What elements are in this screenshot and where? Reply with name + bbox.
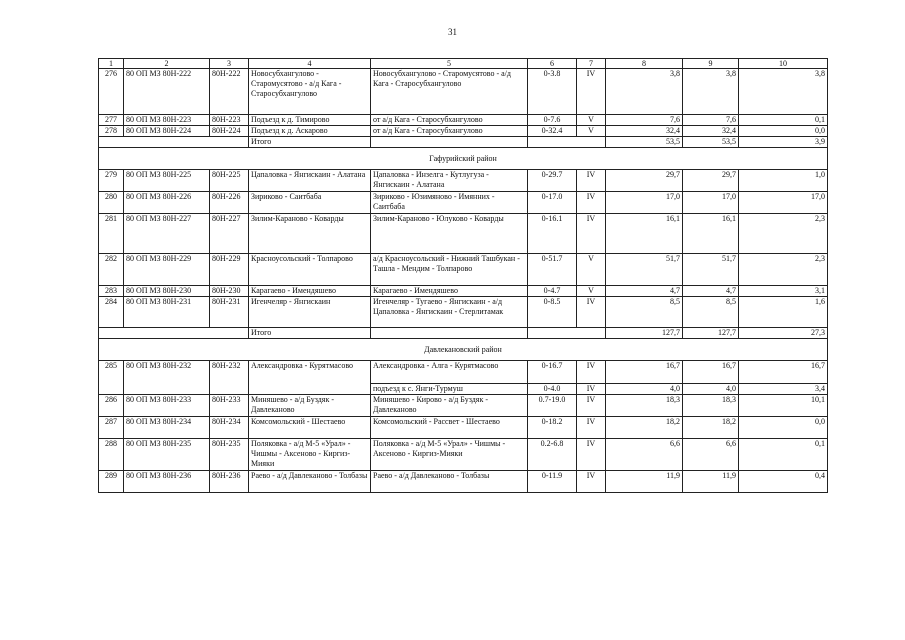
road-id: 80 ОП МЗ 80Н-229 — [124, 254, 210, 286]
route-description — [371, 361, 528, 395]
road-name: Цапаловка - Янгискаин - Алатана — [249, 170, 371, 192]
value-col9: 32,4 — [683, 126, 739, 137]
road-code: 80Н-235 — [210, 439, 249, 471]
value-col9: 8,5 — [683, 297, 739, 328]
header-cell: 1 — [99, 59, 124, 69]
row-number: 285 — [99, 361, 124, 395]
road-category: V — [577, 254, 606, 286]
road-name: Комсомольский - Шестаево — [249, 417, 371, 439]
route-description: Зириково - Юзимяново - Имянних - Саитбаба — [371, 192, 528, 214]
value-col9: 51,7 — [683, 254, 739, 286]
road-category: V — [577, 286, 606, 297]
value-col9: 18,3 — [683, 395, 739, 417]
value-col10: 10,1 — [739, 395, 828, 417]
header-cell: 2 — [124, 59, 210, 69]
route-description: Комсомольский - Рассвет - Шестаево — [371, 417, 528, 439]
page-number: 31 — [448, 27, 457, 37]
value-col10: 2,3 — [739, 254, 828, 286]
header-cell: 6 — [528, 59, 577, 69]
row-number: 288 — [99, 439, 124, 471]
value-col8: 3,8 — [606, 69, 683, 115]
header-row — [99, 59, 828, 69]
road-code: 80Н-222 — [210, 69, 249, 115]
table-row — [99, 254, 828, 286]
road-code: 80Н-231 — [210, 297, 249, 328]
value-col10: 2,3 — [739, 214, 828, 254]
road-code: 80Н-223 — [210, 115, 249, 126]
road-name: Поляковка - а/д М-5 «Урал» - Чишмы - Аксеново - Киргиз-Мияки — [249, 439, 371, 471]
value-col9: 4,7 — [683, 286, 739, 297]
table-row — [99, 395, 828, 417]
empty-cell — [99, 137, 249, 148]
route-description: от а/д Кага - Старосубхангулово — [371, 115, 528, 126]
road-id: 80 ОП МЗ 80Н-230 — [124, 286, 210, 297]
table-row — [99, 214, 828, 254]
header-cell: 5 — [371, 59, 528, 69]
value-col8: 11,9 — [606, 471, 683, 493]
road-name: Зириково - Саитбаба — [249, 192, 371, 214]
road-name: Раево - а/д Давлеканово - Толбазы — [249, 471, 371, 493]
km-range-main: 0-16.7 — [541, 361, 563, 370]
road-name: Карагаево - Имендяшево — [249, 286, 371, 297]
total-value: 3,9 — [739, 137, 828, 148]
roads-table — [98, 58, 828, 493]
value-col8: 8,5 — [606, 297, 683, 328]
road-code: 80Н-232 — [210, 361, 249, 395]
km-range-sub: 0-4.0 — [528, 383, 576, 394]
road-category: IV — [577, 439, 606, 471]
km-range: 0.7-19.0 — [528, 395, 577, 417]
header-cell: 9 — [683, 59, 739, 69]
value-col9: 7,6 — [683, 115, 739, 126]
road-name: Миняшево - а/д Буздяк - Давлеканово — [249, 395, 371, 417]
total-value: 27,3 — [739, 328, 828, 339]
value-col10: 0,4 — [739, 471, 828, 493]
row-number: 283 — [99, 286, 124, 297]
table-row — [99, 286, 828, 297]
header-cell: 7 — [577, 59, 606, 69]
route-description: Зилим-Караново - Юлуково - Коварды — [371, 214, 528, 254]
road-code: 80Н-236 — [210, 471, 249, 493]
route-description: Раево - а/д Давлеканово - Толбазы — [371, 471, 528, 493]
value-col10: 17,0 — [739, 192, 828, 214]
value-col10: 0,0 — [739, 417, 828, 439]
header-cell: 4 — [249, 59, 371, 69]
route-description: Игенчеляр - Тугаево - Янгискаин - а/д Цапаловка - Янгискаин - Стерлитамак — [371, 297, 528, 328]
km-range: 0-7.6 — [528, 115, 577, 126]
value-col9: 16,1 — [683, 214, 739, 254]
road-category: IV — [577, 192, 606, 214]
route-description: от а/д Кага - Старосубхангулово — [371, 126, 528, 137]
road-category: V — [577, 126, 606, 137]
road-category: V — [577, 115, 606, 126]
table-row — [99, 115, 828, 126]
road-category: IV — [577, 69, 606, 115]
empty-cell — [99, 328, 249, 339]
header-cell: 3 — [210, 59, 249, 69]
road-category — [577, 361, 606, 395]
value-col10-sub: 3,4 — [739, 383, 827, 394]
road-id: 80 ОП МЗ 80Н-222 — [124, 69, 210, 115]
total-value: 53,5 — [606, 137, 683, 148]
km-range — [528, 361, 577, 395]
km-range: 0-4.7 — [528, 286, 577, 297]
row-number: 278 — [99, 126, 124, 137]
road-category: IV — [577, 170, 606, 192]
road-code: 80Н-226 — [210, 192, 249, 214]
road-code: 80Н-234 — [210, 417, 249, 439]
total-label: Итого — [249, 137, 371, 148]
value-col8: 32,4 — [606, 126, 683, 137]
road-code: 80Н-229 — [210, 254, 249, 286]
section-title: Гафурийский район — [99, 148, 828, 170]
road-name: Зилим-Караново - Коварды — [249, 214, 371, 254]
empty-cell — [528, 328, 606, 339]
value-col8: 18,2 — [606, 417, 683, 439]
road-id: 80 ОП МЗ 80Н-231 — [124, 297, 210, 328]
road-category-main: IV — [586, 361, 596, 370]
value-col8: 7,6 — [606, 115, 683, 126]
km-range: 0-17.0 — [528, 192, 577, 214]
value-col9 — [683, 361, 739, 395]
total-label: Итого — [249, 328, 371, 339]
km-range: 0-29.7 — [528, 170, 577, 192]
road-name: Красноусольский - Толпарово — [249, 254, 371, 286]
road-name: Новосубхангулово - Старомусятово - а/д Кага - Старосубхангулово — [249, 69, 371, 115]
value-col9-sub: 4,0 — [683, 383, 738, 394]
value-col9: 3,8 — [683, 69, 739, 115]
table-row — [99, 471, 828, 493]
road-category: IV — [577, 471, 606, 493]
value-col8: 4,7 — [606, 286, 683, 297]
section-row — [99, 339, 828, 361]
value-col8 — [606, 361, 683, 395]
table-row — [99, 192, 828, 214]
road-name: Александровка - Курятмасово — [249, 361, 371, 395]
row-number: 276 — [99, 69, 124, 115]
table-row — [99, 417, 828, 439]
road-code: 80Н-233 — [210, 395, 249, 417]
value-col9: 29,7 — [683, 170, 739, 192]
total-value: 53,5 — [683, 137, 739, 148]
table-row — [99, 126, 828, 137]
value-col9: 17,0 — [683, 192, 739, 214]
total-row — [99, 137, 828, 148]
route-description: Цапаловка - Инзелга - Кутлугуза - Янгискаин - Алатана — [371, 170, 528, 192]
row-number: 277 — [99, 115, 124, 126]
value-col8: 17,0 — [606, 192, 683, 214]
road-id: 80 ОП МЗ 80Н-224 — [124, 126, 210, 137]
km-range: 0.2-6.8 — [528, 439, 577, 471]
km-range: 0-51.7 — [528, 254, 577, 286]
value-col10: 3,8 — [739, 69, 828, 115]
route-description: а/д Красноусольский - Нижний Ташбукан - Ташла - Мендим - Толпарово — [371, 254, 528, 286]
value-col9: 6,6 — [683, 439, 739, 471]
road-code: 80Н-230 — [210, 286, 249, 297]
value-col10-main: 16,7 — [811, 361, 825, 370]
row-number: 281 — [99, 214, 124, 254]
row-number: 284 — [99, 297, 124, 328]
row-number: 286 — [99, 395, 124, 417]
road-name: Подъезд к д. Аскарово — [249, 126, 371, 137]
road-category: IV — [577, 214, 606, 254]
row-number: 289 — [99, 471, 124, 493]
road-id: 80 ОП МЗ 80Н-232 — [124, 361, 210, 395]
road-code: 80Н-227 — [210, 214, 249, 254]
road-id: 80 ОП МЗ 80Н-227 — [124, 214, 210, 254]
road-name: Игенчеляр - Янгискаин — [249, 297, 371, 328]
route-description-main: Александровка - Алга - Курятмасово — [373, 361, 499, 370]
road-id: 80 ОП МЗ 80Н-225 — [124, 170, 210, 192]
km-range: 0-32.4 — [528, 126, 577, 137]
row-number: 287 — [99, 417, 124, 439]
value-col8: 18,3 — [606, 395, 683, 417]
road-code: 80Н-225 — [210, 170, 249, 192]
road-name: Подъезд к д. Тимирово — [249, 115, 371, 126]
km-range: 0-8.5 — [528, 297, 577, 328]
value-col8-sub: 4,0 — [606, 383, 682, 394]
row-number: 282 — [99, 254, 124, 286]
road-id: 80 ОП МЗ 80Н-234 — [124, 417, 210, 439]
road-id: 80 ОП МЗ 80Н-236 — [124, 471, 210, 493]
table-row — [99, 69, 828, 115]
value-col10: 3,1 — [739, 286, 828, 297]
value-col8: 29,7 — [606, 170, 683, 192]
road-id: 80 ОП МЗ 80Н-235 — [124, 439, 210, 471]
empty-cell — [371, 137, 528, 148]
row-number: 279 — [99, 170, 124, 192]
section-title: Давлекановский район — [99, 339, 828, 361]
value-col10: 0,0 — [739, 126, 828, 137]
route-description-sub: подъезд к с. Янги-Турмуш — [371, 383, 527, 394]
value-col9: 11,9 — [683, 471, 739, 493]
table-row — [99, 170, 828, 192]
route-description: Поляковка - а/д М-5 «Урал» - Чишмы - Аксеново - Киргиз-Мияки — [371, 439, 528, 471]
km-range: 0-3.8 — [528, 69, 577, 115]
route-description: Новосубхангулово - Старомусятово - а/д Кага - Старосубхангулово — [371, 69, 528, 115]
table-row — [99, 439, 828, 471]
km-range: 0-18.2 — [528, 417, 577, 439]
value-col8: 6,6 — [606, 439, 683, 471]
value-col9-main: 16,7 — [722, 361, 736, 370]
road-code: 80Н-224 — [210, 126, 249, 137]
empty-cell — [528, 137, 606, 148]
empty-cell — [371, 328, 528, 339]
route-description: Миняшево - Кирово - а/д Буздяк - Давлеканово — [371, 395, 528, 417]
value-col8: 16,1 — [606, 214, 683, 254]
total-row — [99, 328, 828, 339]
value-col9: 18,2 — [683, 417, 739, 439]
road-category-sub: IV — [577, 383, 605, 394]
table-row — [99, 361, 828, 395]
value-col10 — [739, 361, 828, 395]
value-col8: 51,7 — [606, 254, 683, 286]
total-value: 127,7 — [683, 328, 739, 339]
road-category: IV — [577, 417, 606, 439]
section-row — [99, 148, 828, 170]
value-col10: 0,1 — [739, 439, 828, 471]
row-number: 280 — [99, 192, 124, 214]
value-col10: 1,6 — [739, 297, 828, 328]
header-cell: 10 — [739, 59, 828, 69]
road-category: IV — [577, 297, 606, 328]
road-id: 80 ОП МЗ 80Н-233 — [124, 395, 210, 417]
value-col10: 1,0 — [739, 170, 828, 192]
total-value: 127,7 — [606, 328, 683, 339]
km-range: 0-16.1 — [528, 214, 577, 254]
value-col10: 0,1 — [739, 115, 828, 126]
road-category: IV — [577, 395, 606, 417]
header-cell: 8 — [606, 59, 683, 69]
road-id: 80 ОП МЗ 80Н-223 — [124, 115, 210, 126]
route-description: Карагаево - Имендяшево — [371, 286, 528, 297]
km-range: 0-11.9 — [528, 471, 577, 493]
value-col8-main: 16,7 — [666, 361, 680, 370]
table-row — [99, 297, 828, 328]
road-id: 80 ОП МЗ 80Н-226 — [124, 192, 210, 214]
